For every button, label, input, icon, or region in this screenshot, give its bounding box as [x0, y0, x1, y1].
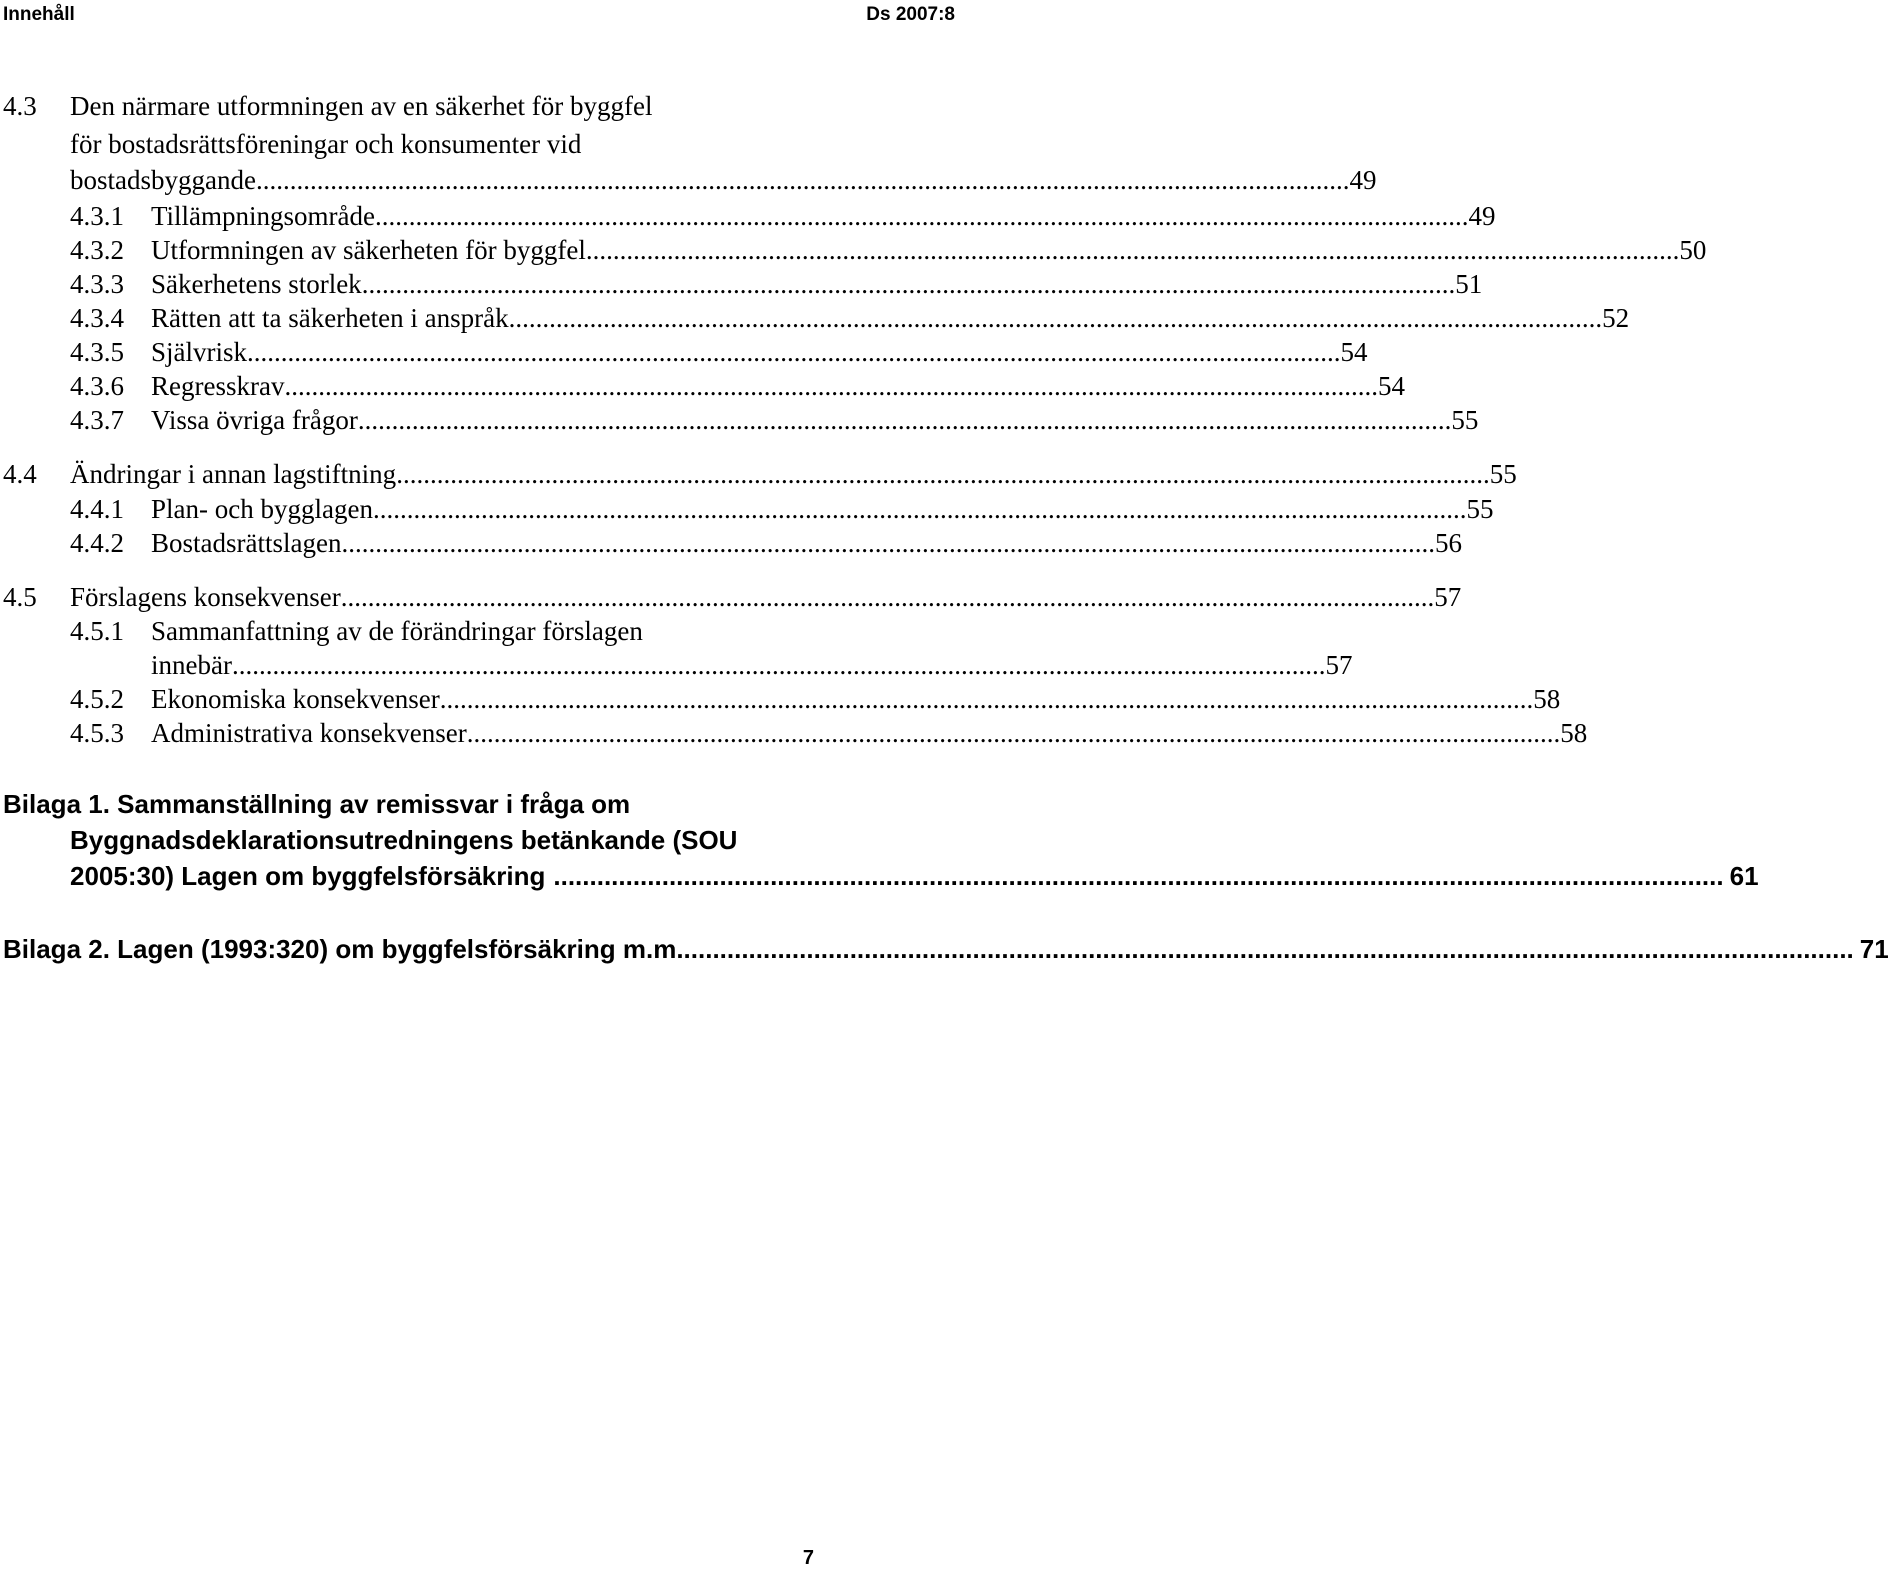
toc-entry-title-continued: innebär	[151, 650, 232, 680]
toc-entry-4-3-4	[0, 300, 1630, 336]
toc-appendix-title-continued: 2005:30) Lagen om byggfelsförsäkring	[70, 861, 546, 891]
toc-leader-dots: ..................................................................................................................................................................	[357, 405, 1452, 435]
toc-entry-page: 57	[1434, 582, 1462, 612]
page-number: 7	[802, 1547, 814, 1569]
toc-entry-4-5-2	[0, 681, 1561, 717]
toc-entry-title-continued: bostadsbyggande	[70, 165, 256, 195]
toc-entry-page: 71	[1859, 934, 1889, 964]
toc-entry-title: Rätten att ta säkerheten i anspråk	[151, 303, 509, 333]
toc-entry-number: 4.5.1	[70, 616, 124, 646]
toc-leader-dots: ..................................................................................................................................................................	[466, 718, 1561, 748]
toc-appendix-title: Bilaga 1. Sammanställning av remissvar i fråga om	[3, 789, 631, 819]
toc-entry-4-3-1	[0, 198, 1496, 234]
toc-leader-dots: ..................................................................................................................................................................	[231, 650, 1326, 680]
toc-entry-page: 61	[1729, 861, 1759, 891]
toc-entry-4-5-1-line1	[0, 613, 960, 649]
toc-entry-number: 4.3.1	[70, 201, 124, 231]
toc-entry-title: Ekonomiska konsekvenser	[151, 684, 440, 714]
toc-entry-title: Sammanfattning av de förändringar förslagen	[151, 616, 643, 646]
toc-leader-dots: ..................................................................................................................................................................	[585, 235, 1680, 265]
toc-entry-page: 52	[1602, 303, 1630, 333]
toc-entry-4-3-line3	[0, 162, 1377, 198]
toc-entry-number: 4.5	[3, 582, 37, 612]
toc-entry-page: 55	[1451, 405, 1479, 435]
running-header-document-id: Ds 2007:8	[866, 4, 955, 25]
toc-entry-title: Självrisk	[151, 337, 248, 367]
toc-entry-4-3-7	[0, 402, 1479, 438]
toc-entry-number: 4.3.7	[70, 405, 124, 435]
toc-entry-number: 4.3.4	[70, 303, 124, 333]
toc-entry-title: Plan- och bygglagen	[151, 494, 373, 524]
toc-leader-dots: ..................................................................................................................................................................	[508, 303, 1603, 333]
toc-leader-dots: ..................................................................................................................................................................	[361, 269, 1456, 299]
toc-entry-page: 49	[1468, 201, 1496, 231]
toc-leader-dots: ..................................................................................................................................................................	[439, 684, 1534, 714]
toc-entry-number: 4.4.1	[70, 494, 124, 524]
toc-entry-page: 51	[1455, 269, 1483, 299]
toc-appendix-title: Bilaga 2. Lagen (1993:320) om byggfelsförsäkring m.m.	[3, 934, 684, 964]
toc-entry-4-3-5	[0, 334, 1368, 370]
toc-entry-page: 58	[1533, 684, 1561, 714]
toc-leader-dots: ..................................................................................................................................................................	[247, 337, 1341, 367]
toc-entry-4-3-line1	[0, 88, 960, 124]
toc-entry-4-5	[0, 579, 1462, 615]
toc-leader-dots: ..................................................................................................................................................................	[553, 861, 1724, 891]
toc-entry-title: Bostadsrättslagen	[151, 528, 342, 558]
toc-leader-dots: ..................................................................................................................................................................	[375, 201, 1469, 231]
running-header-section: Innehåll	[3, 4, 75, 25]
toc-leader-dots: ..................................................................................................................................................................	[340, 582, 1435, 612]
toc-entry-title: Ändringar i annan lagstiftning	[70, 459, 397, 489]
toc-entry-page: 55	[1489, 459, 1517, 489]
toc-entry-4-4-2	[0, 525, 1462, 561]
toc-leader-dots: ..................................................................................................................................................................	[284, 371, 1378, 401]
toc-entry-page: 49	[1349, 165, 1377, 195]
toc-entry-4-3-6	[0, 368, 1405, 404]
toc-entry-page: 56	[1434, 528, 1462, 558]
toc-entry-title: Förslagens konsekvenser	[70, 582, 341, 612]
toc-entry-4-5-3	[0, 715, 1588, 751]
toc-entry-number: 4.4	[3, 459, 37, 489]
toc-entry-title: Regresskrav	[151, 371, 285, 401]
toc-entry-number: 4.3.5	[70, 337, 124, 367]
toc-appendix-title-continued: Byggnadsdeklarationsutredningens betänkande (SOU	[70, 825, 738, 855]
toc-entry-page: 54	[1377, 371, 1405, 401]
toc-entry-page: 58	[1560, 718, 1588, 748]
toc-entry-number: 4.3.2	[70, 235, 124, 265]
toc-entry-number: 4.5.2	[70, 684, 124, 714]
toc-leader-dots: ..................................................................................................................................................................	[255, 165, 1350, 195]
toc-entry-title: Administrativa konsekvenser	[151, 718, 467, 748]
toc-entry-title: Utformningen av säkerheten för byggfel	[151, 235, 586, 265]
toc-entry-4-3-2	[0, 232, 1707, 268]
toc-entry-number: 4.3	[3, 91, 37, 121]
toc-entry-4-3-line2	[0, 126, 960, 162]
toc-entry-title: Säkerhetens storlek	[151, 269, 362, 299]
toc-entry-4-4	[0, 456, 1517, 492]
toc-entry-number: 4.4.2	[70, 528, 124, 558]
toc-leader-dots: ..................................................................................................................................................................	[683, 934, 1854, 964]
toc-entry-number: 4.3.3	[70, 269, 124, 299]
toc-entry-page: 54	[1340, 337, 1368, 367]
toc-entry-4-4-1	[0, 491, 1494, 527]
toc-leader-dots: ..................................................................................................................................................................	[396, 459, 1490, 489]
toc-entry-4-5-1-line2	[0, 647, 1353, 683]
toc-entry-title: Den närmare utformningen av en säkerhet för byggfel	[70, 91, 653, 121]
toc-entry-title: Vissa övriga frågor	[151, 405, 358, 435]
toc-entry-4-3-3	[0, 266, 1483, 302]
toc-entry-page: 55	[1466, 494, 1494, 524]
toc-entry-number: 4.3.6	[70, 371, 124, 401]
toc-entry-page: 50	[1679, 235, 1707, 265]
toc-leader-dots: ..................................................................................................................................................................	[372, 494, 1467, 524]
toc-entry-title-continued: för bostadsrättsföreningar och konsumenter vid	[70, 129, 582, 159]
toc-entry-number: 4.5.3	[70, 718, 124, 748]
toc-entry-title: Tillämpningsområde	[151, 201, 376, 231]
toc-leader-dots: ..................................................................................................................................................................	[341, 528, 1435, 558]
toc-entry-page: 57	[1325, 650, 1353, 680]
